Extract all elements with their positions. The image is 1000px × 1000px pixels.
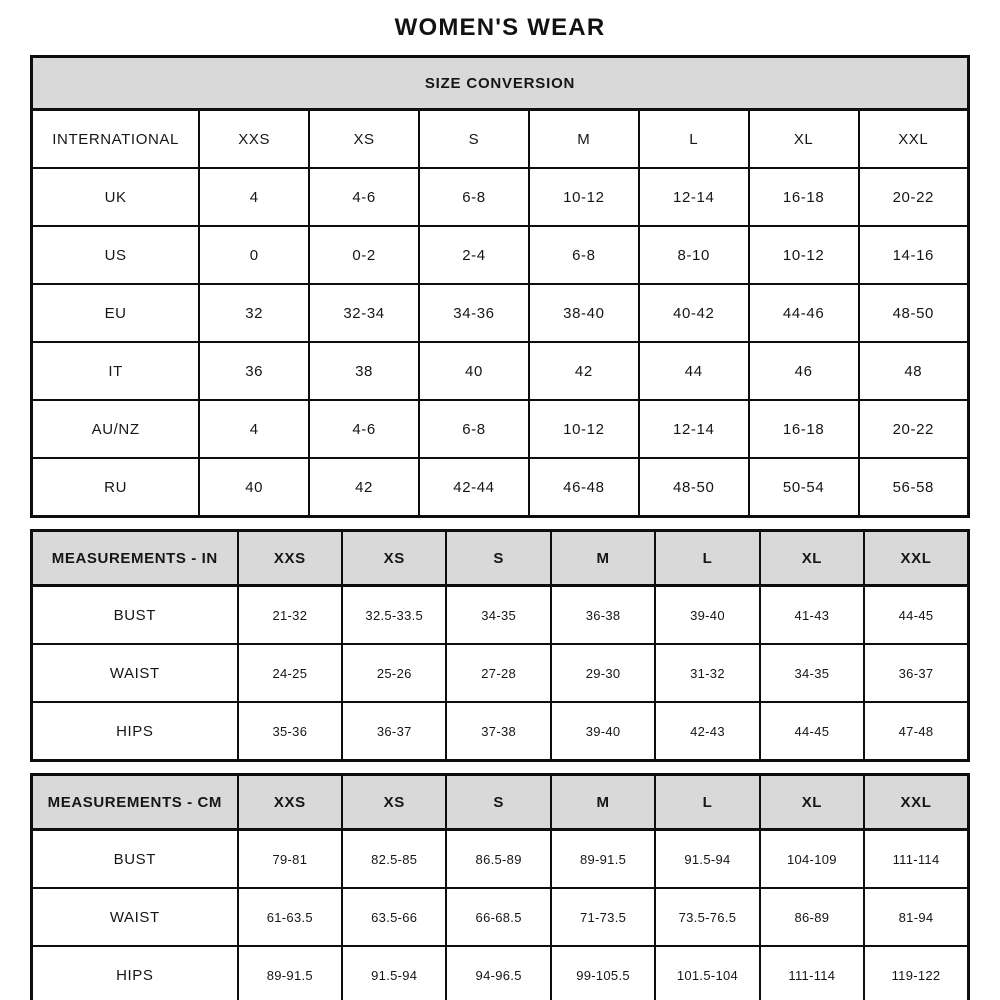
column-header: XS: [342, 531, 446, 586]
measurements-in-title: MEASUREMENTS - IN: [32, 531, 238, 586]
value-cell: 119-122: [864, 946, 968, 1000]
value-cell: 44-45: [760, 702, 864, 761]
column-header: M: [551, 531, 655, 586]
value-cell: 6-8: [419, 168, 529, 226]
value-cell: 73.5-76.5: [655, 888, 759, 946]
value-cell: 12-14: [639, 168, 749, 226]
value-cell: 44-46: [749, 284, 859, 342]
value-cell: 48: [859, 342, 969, 400]
value-cell: 40-42: [639, 284, 749, 342]
value-cell: 89-91.5: [238, 946, 342, 1000]
value-cell: 38: [309, 342, 419, 400]
value-cell: 4-6: [309, 400, 419, 458]
value-cell: 36: [199, 342, 309, 400]
value-cell: 14-16: [859, 226, 969, 284]
row-label: HIPS: [32, 702, 238, 761]
row-label: WAIST: [32, 888, 238, 946]
value-cell: 12-14: [639, 400, 749, 458]
value-cell: 42: [309, 458, 419, 517]
value-cell: M: [529, 110, 639, 169]
size-conversion-row: [32, 342, 969, 400]
value-cell: 10-12: [529, 400, 639, 458]
value-cell: 20-22: [859, 168, 969, 226]
value-cell: 91.5-94: [342, 946, 446, 1000]
value-cell: 39-40: [551, 702, 655, 761]
value-cell: 36-37: [864, 644, 968, 702]
row-label: UK: [32, 168, 200, 226]
value-cell: S: [419, 110, 529, 169]
value-cell: 4: [199, 168, 309, 226]
size-conversion-row: [32, 110, 969, 169]
value-cell: 47-48: [864, 702, 968, 761]
row-label: WAIST: [32, 644, 238, 702]
size-conversion-row: [32, 168, 969, 226]
value-cell: 61-63.5: [238, 888, 342, 946]
value-cell: 27-28: [446, 644, 550, 702]
row-label: EU: [32, 284, 200, 342]
row-label: US: [32, 226, 200, 284]
row-label: RU: [32, 458, 200, 517]
value-cell: XXL: [859, 110, 969, 169]
size-conversion-row: [32, 284, 969, 342]
value-cell: 44-45: [864, 586, 968, 645]
column-header: S: [446, 775, 550, 830]
row-label: BUST: [32, 830, 238, 889]
value-cell: 32-34: [309, 284, 419, 342]
row-label: HIPS: [32, 946, 238, 1000]
value-cell: 89-91.5: [551, 830, 655, 889]
measurements-cm-table: [30, 773, 970, 1000]
value-cell: 71-73.5: [551, 888, 655, 946]
value-cell: 41-43: [760, 586, 864, 645]
value-cell: 99-105.5: [551, 946, 655, 1000]
column-header: XXS: [238, 775, 342, 830]
value-cell: XL: [749, 110, 859, 169]
row-label: INTERNATIONAL: [32, 110, 200, 169]
size-conversion-header-row: [32, 57, 969, 110]
value-cell: 101.5-104: [655, 946, 759, 1000]
column-header: L: [655, 531, 759, 586]
value-cell: 81-94: [864, 888, 968, 946]
value-cell: XXS: [199, 110, 309, 169]
value-cell: 66-68.5: [446, 888, 550, 946]
column-header: XS: [342, 775, 446, 830]
size-conversion-row: [32, 226, 969, 284]
column-header: M: [551, 775, 655, 830]
column-header: XXL: [864, 775, 968, 830]
value-cell: 2-4: [419, 226, 529, 284]
value-cell: 36-37: [342, 702, 446, 761]
value-cell: 32: [199, 284, 309, 342]
column-header: S: [446, 531, 550, 586]
value-cell: 21-32: [238, 586, 342, 645]
value-cell: 42-43: [655, 702, 759, 761]
column-header: XL: [760, 775, 864, 830]
value-cell: 16-18: [749, 168, 859, 226]
row-label: AU/NZ: [32, 400, 200, 458]
value-cell: XS: [309, 110, 419, 169]
value-cell: 0-2: [309, 226, 419, 284]
value-cell: 48-50: [859, 284, 969, 342]
measurements-in-row: [32, 586, 969, 645]
size-conversion-row: [32, 400, 969, 458]
measurements-cm-header-row: [32, 775, 969, 830]
column-header: XXS: [238, 531, 342, 586]
measurements-cm-row: [32, 888, 969, 946]
value-cell: 6-8: [419, 400, 529, 458]
value-cell: 37-38: [446, 702, 550, 761]
value-cell: L: [639, 110, 749, 169]
value-cell: 42-44: [419, 458, 529, 517]
value-cell: 32.5-33.5: [342, 586, 446, 645]
value-cell: 91.5-94: [655, 830, 759, 889]
value-cell: 10-12: [749, 226, 859, 284]
measurements-cm-row: [32, 830, 969, 889]
value-cell: 36-38: [551, 586, 655, 645]
value-cell: 4-6: [309, 168, 419, 226]
value-cell: 25-26: [342, 644, 446, 702]
measurements-in-table: [30, 529, 970, 762]
value-cell: 40: [199, 458, 309, 517]
value-cell: 31-32: [655, 644, 759, 702]
value-cell: 40: [419, 342, 529, 400]
value-cell: 4: [199, 400, 309, 458]
size-conversion-row: [32, 458, 969, 517]
value-cell: 86.5-89: [446, 830, 550, 889]
value-cell: 111-114: [864, 830, 968, 889]
measurements-in-header-row: [32, 531, 969, 586]
value-cell: 111-114: [760, 946, 864, 1000]
value-cell: 34-35: [760, 644, 864, 702]
value-cell: 34-35: [446, 586, 550, 645]
value-cell: 46: [749, 342, 859, 400]
value-cell: 6-8: [529, 226, 639, 284]
value-cell: 16-18: [749, 400, 859, 458]
value-cell: 29-30: [551, 644, 655, 702]
value-cell: 48-50: [639, 458, 749, 517]
value-cell: 86-89: [760, 888, 864, 946]
value-cell: 82.5-85: [342, 830, 446, 889]
measurements-cm-title: MEASUREMENTS - CM: [32, 775, 238, 830]
value-cell: 39-40: [655, 586, 759, 645]
measurements-in-row: [32, 702, 969, 761]
value-cell: 0: [199, 226, 309, 284]
value-cell: 56-58: [859, 458, 969, 517]
value-cell: 46-48: [529, 458, 639, 517]
value-cell: 79-81: [238, 830, 342, 889]
column-header: L: [655, 775, 759, 830]
value-cell: 20-22: [859, 400, 969, 458]
row-label: BUST: [32, 586, 238, 645]
measurements-in-row: [32, 644, 969, 702]
value-cell: 94-96.5: [446, 946, 550, 1000]
value-cell: 10-12: [529, 168, 639, 226]
value-cell: 44: [639, 342, 749, 400]
value-cell: 38-40: [529, 284, 639, 342]
value-cell: 42: [529, 342, 639, 400]
value-cell: 50-54: [749, 458, 859, 517]
row-label: IT: [32, 342, 200, 400]
value-cell: 35-36: [238, 702, 342, 761]
measurements-cm-row: [32, 946, 969, 1000]
value-cell: 34-36: [419, 284, 529, 342]
size-conversion-title: SIZE CONVERSION: [32, 57, 969, 110]
value-cell: 63.5-66: [342, 888, 446, 946]
column-header: XXL: [864, 531, 968, 586]
value-cell: 24-25: [238, 644, 342, 702]
page-title: WOMEN'S WEAR: [394, 14, 606, 41]
column-header: XL: [760, 531, 864, 586]
value-cell: 8-10: [639, 226, 749, 284]
value-cell: 104-109: [760, 830, 864, 889]
size-conversion-table: [30, 55, 970, 518]
